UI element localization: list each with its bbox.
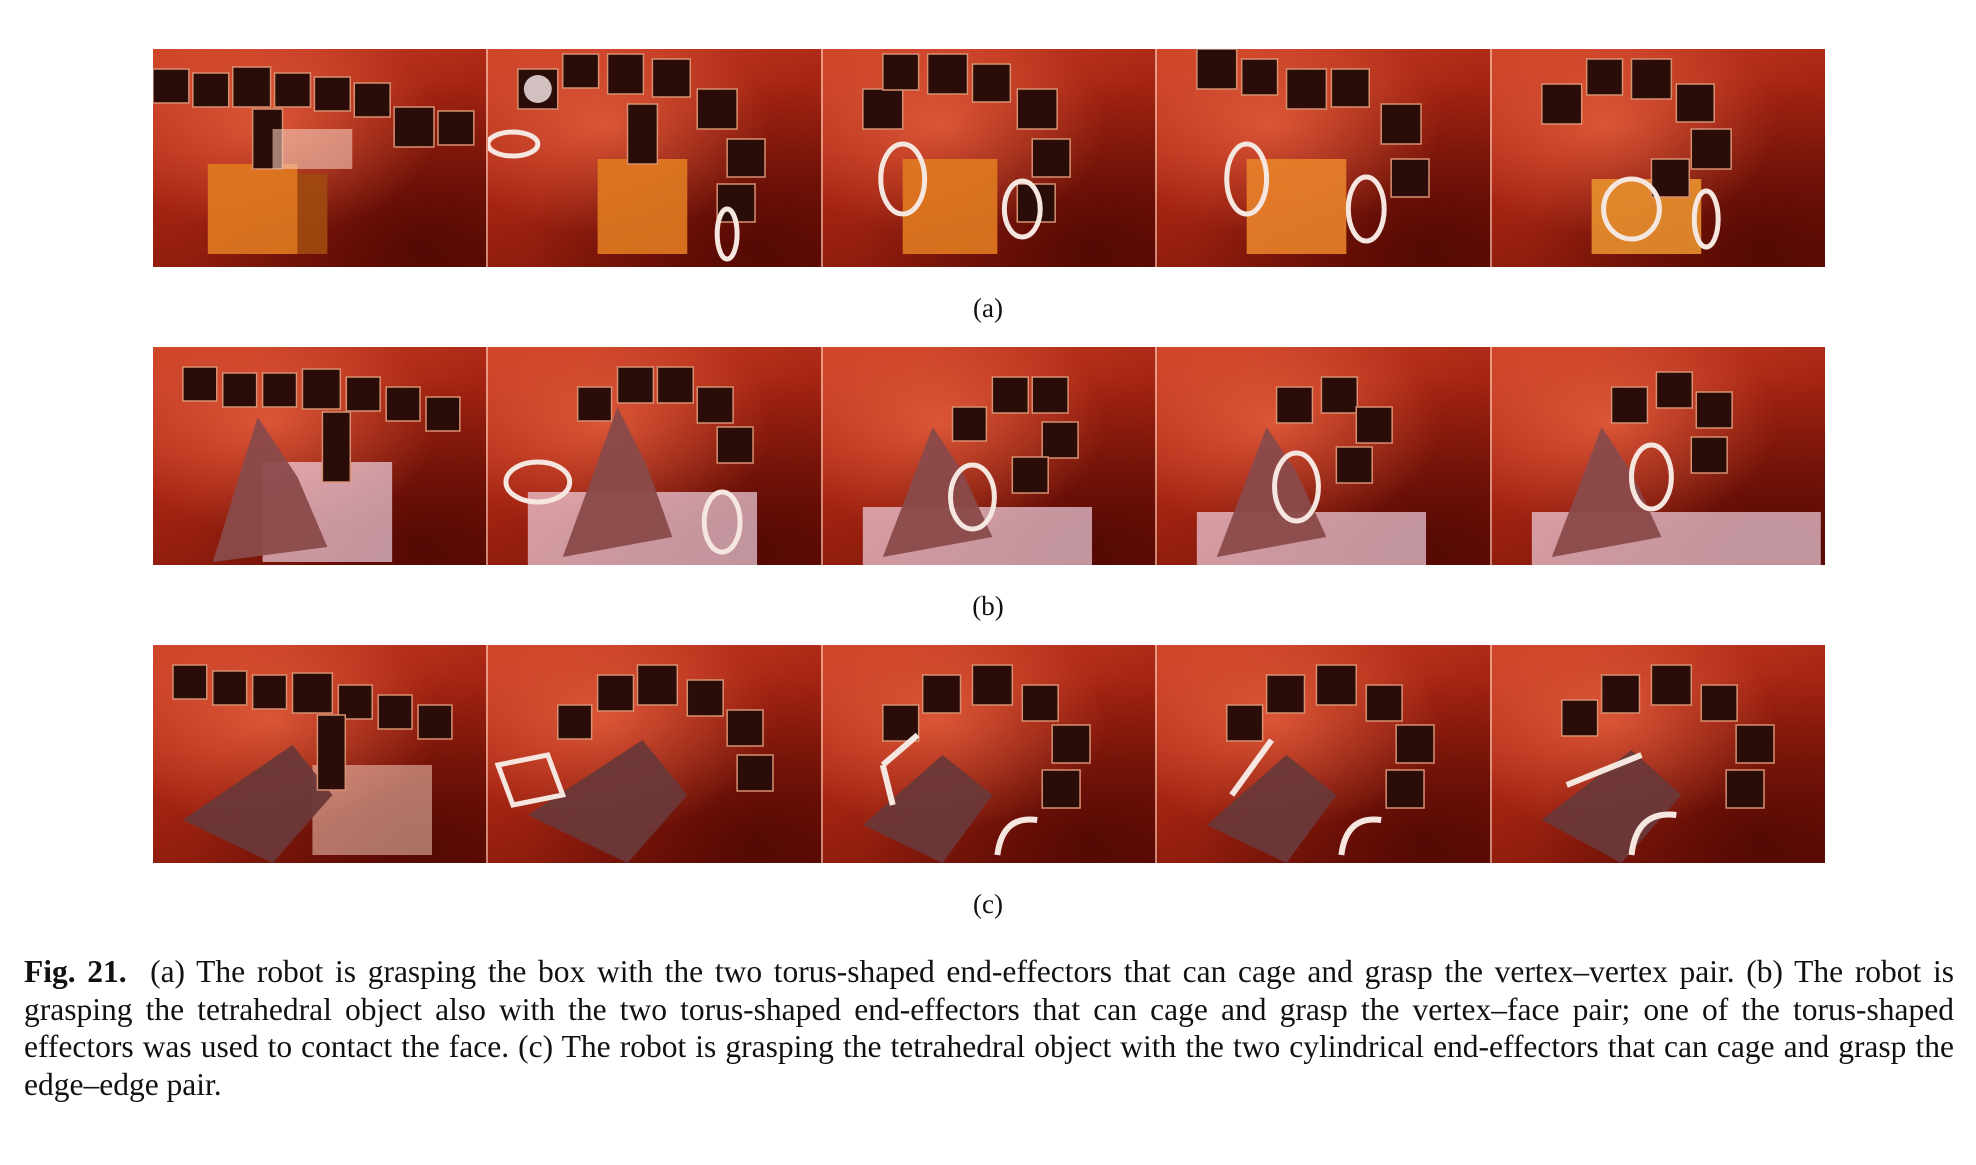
photo-frame [1492,49,1825,267]
photo-frame [823,347,1158,565]
photo-frame [153,347,488,565]
subfigure-label-a: (a) [973,293,1003,323]
photo-frame [1157,347,1492,565]
figure-caption [24,953,1954,1103]
photo-frame [1157,49,1492,267]
photo-strip-a [153,49,1825,267]
photo-frame [488,347,823,565]
photo-frame [823,645,1158,863]
caption-text: (a) The robot is grasping the box with the two torus-shaped end-effectors that can cage and grasp the vertex–vertex pair. (b) The robot is grasping the tetrahedral object also with the two torus-shaped end-effectors that can cage and grasp the vertex–face pair; one of the torus-shaped effectors was used to contact the face. (c) The robot is grasping the tetrahedral object with the two cylindrical end-effectors that can cage and grasp the edge–edge pair. [24,954,1955,1102]
photo-frame [823,49,1158,267]
photo-frame [488,49,823,267]
photo-frame [488,645,823,863]
photo-frame [153,49,488,267]
photo-frame [153,645,488,863]
photo-frame [1157,645,1492,863]
photo-strip-c [153,645,1825,863]
photo-frame [1492,347,1825,565]
photo-frame [1492,645,1825,863]
photo-strip-b [153,347,1825,565]
subfigure-label-c: (c) [973,889,1003,919]
subfigure-label-b: (b) [972,591,1004,621]
figure-number: Fig. 21. [24,954,127,989]
